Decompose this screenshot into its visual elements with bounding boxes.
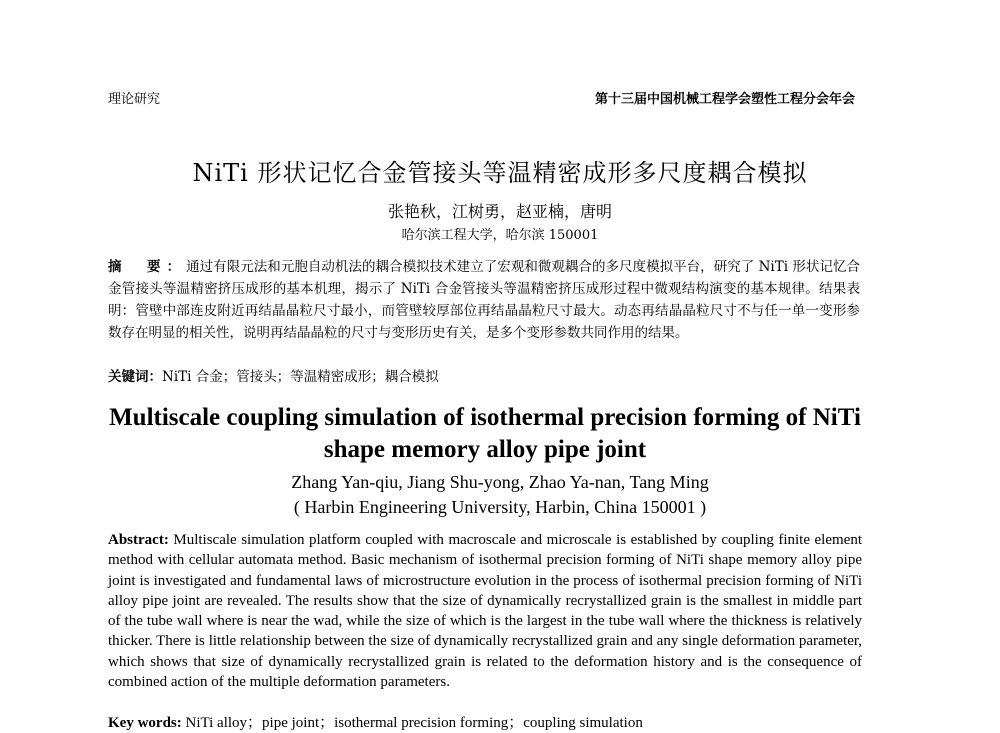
chinese-abstract-text: 通过有限元法和元胞自动机法的耦合模拟技术建立了宏观和微观耦合的多尺度模拟平台，研究了 NiTi 形状记忆合金管接头等温精密挤压成形的基本机理，揭示了 NiTi 合金管接头等温精密挤压成形过程中微观结构演变的基本规律。结果表明：管壁中部连皮附近再结晶晶粒尺寸最小，而管壁较厚部位再结晶晶粒尺寸最大。动态再结晶晶粒尺寸不与任一单一变形参数存在明显的相关性，说明再结晶晶粒的尺寸与变形历史有关，是多个变形参数共同作用的结果。 xyxy=(108,259,860,341)
english-affiliation: ( Harbin Engineering University, Harbin, China 150001 ) xyxy=(293,497,707,517)
chinese-keywords-text: NiTi 合金；管接头；等温精密成形；耦合模拟 xyxy=(162,369,439,385)
chinese-title: NiTi 形状记忆合金管接头等温精密成形多尺度耦合模拟 xyxy=(192,159,808,187)
running-header-section: 理论研究 xyxy=(108,92,161,107)
english-abstract-label: Abstract: xyxy=(108,532,169,548)
english-keywords xyxy=(108,713,862,733)
english-keywords-text: NiTi alloy；pipe joint；isothermal precision forming；coupling simulation xyxy=(185,715,643,731)
english-authors: Zhang Yan-qiu, Jiang Shu-yong, Zhao Ya-nan, Tang Ming xyxy=(291,472,709,492)
chinese-affiliation: 哈尔滨工程大学，哈尔滨 150001 xyxy=(401,228,599,243)
english-title: Multiscale coupling simulation of isothermal precision forming of NiTi shape memory alloy pipe joint xyxy=(109,404,861,463)
english-abstract-text: Multiscale simulation platform coupled with macroscale and microscale is established by coupling finite element method with cellular automata method. Basic mechanism of isothermal precision forming of NiTi shape memory alloy pipe joint is investigated and fundamental laws of microstructure evolution in the process of isothermal precision forming of NiTi alloy pipe joint are revealed. The results show that the size of dynamically recrystallized grain is the smallest in middle part of the tube wall where is near the wad, while the size of which is the largest in the tube wall where the thickness is relatively thicker. There is little relationship between the size of dynamically recrystallized grain and any single deformation parameter, which shows that size of dynamically recrystallized grain is related to the deformation history and is the consequence of combined action of the multiple deformation parameters. xyxy=(108,532,863,691)
english-keywords-label: Key words: xyxy=(108,715,182,731)
chinese-keywords-label: 关键词： xyxy=(108,369,162,385)
chinese-abstract xyxy=(108,256,860,344)
running-header-conference: 第十三届中国机械工程学会塑性工程分会年会 xyxy=(594,92,855,107)
chinese-keywords xyxy=(108,366,860,388)
chinese-authors: 张艳秋，江树勇，赵亚楠，唐明 xyxy=(387,202,612,221)
chinese-abstract-label: 摘 要： xyxy=(108,259,187,275)
english-abstract xyxy=(108,530,862,692)
